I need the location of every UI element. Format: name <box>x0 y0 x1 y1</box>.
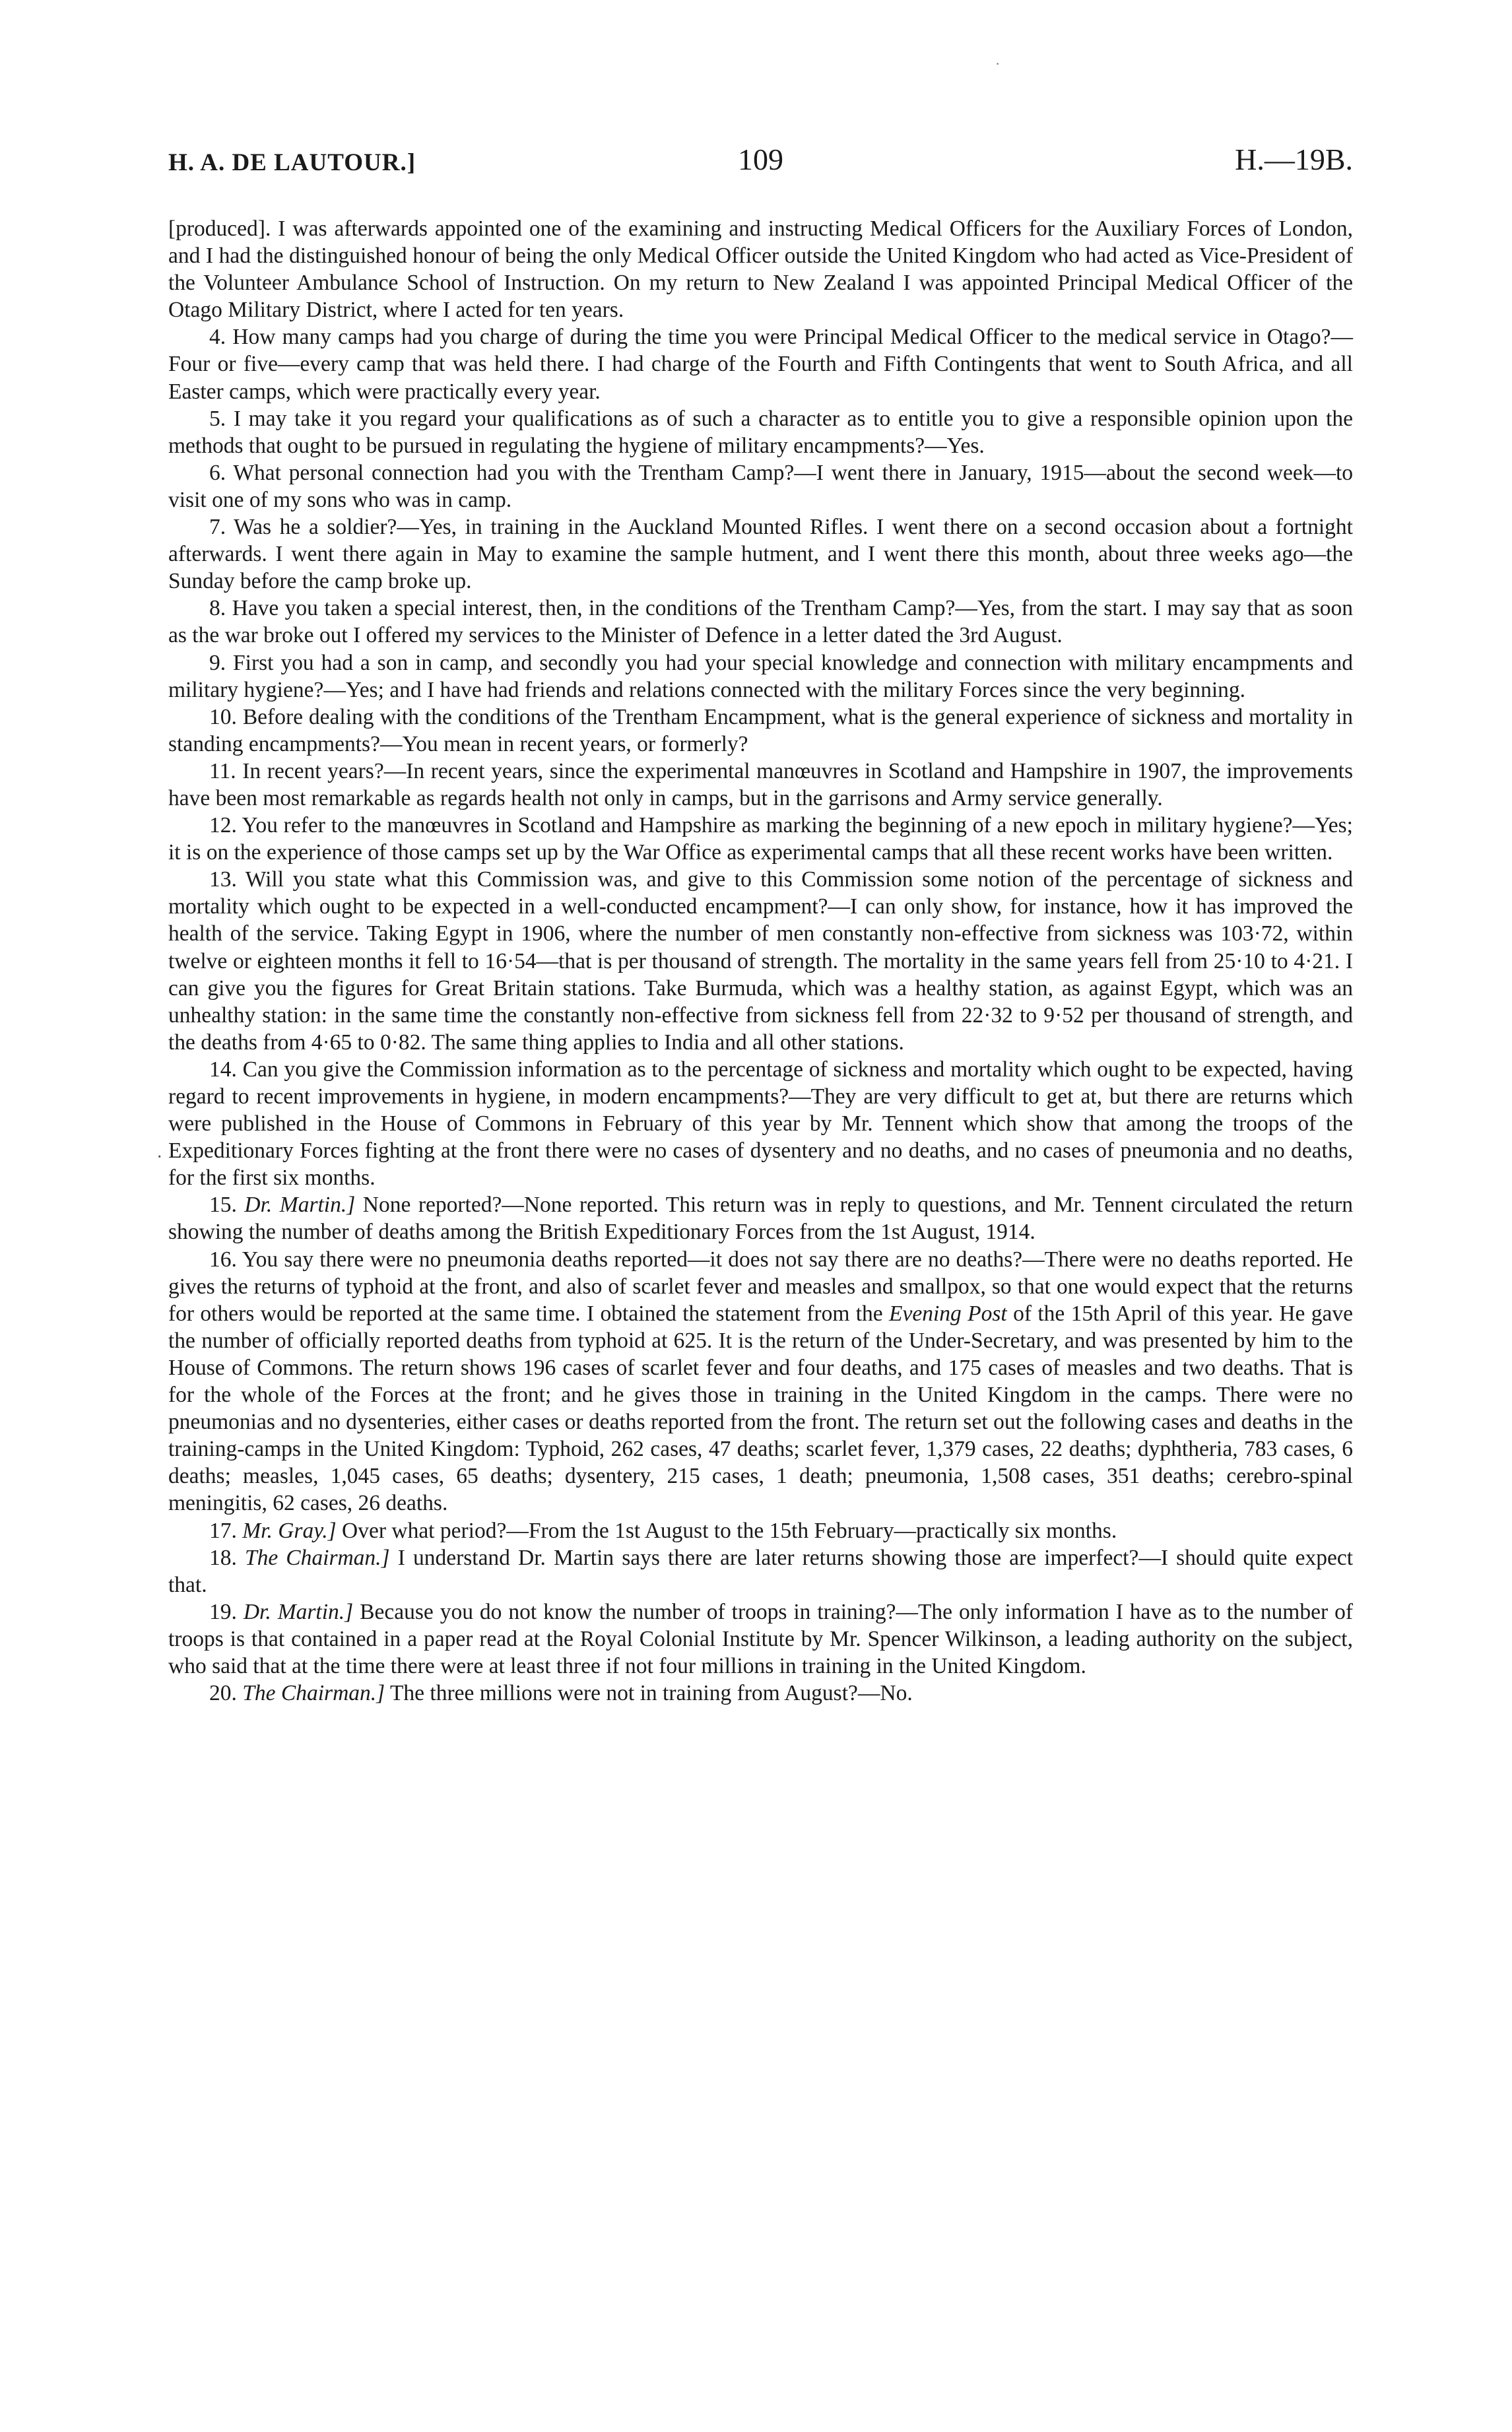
paragraph-q12: 12. You refer to the manœuvres in Scotland and Hampshire as marking the beginning of a new epoch in military hygiene?—Yes; it is on the experience of those camps set up by the War Office as experimental camps that all these recent works have been written. <box>168 813 1353 865</box>
question-number: 18. <box>209 1545 237 1570</box>
speaker-name: Dr. Martin.] <box>243 1599 354 1624</box>
paragraph-text: Over what period?—From the 1st August to the 15th February—practically six months. <box>342 1518 1117 1543</box>
paragraph-q10: 10. Before dealing with the conditions of the Trentham Encampment, what is the general experience of sickness and mortality in standing encampments?—You mean in recent years, or formerly? <box>168 704 1353 756</box>
paragraph-q7: 7. Was he a soldier?—Yes, in training in the Auckland Mounted Rifles. I went there on a second occasion about a fortnight afterwards. I went there again in May to examine the sample hutment, and I went there this month, about three weeks ago—the Sunday before the camp broke up. <box>168 515 1353 594</box>
question-number: 17. <box>209 1518 237 1543</box>
paragraph-q18 <box>168 1544 1353 1598</box>
paragraph-q5: 5. I may take it you regard your qualifications as of such a character as to entitle you to give a responsible opinion upon the methods that ought to be pursued in regulating the hygiene of military encampments?—Yes. <box>168 406 1353 458</box>
paragraph-continuation: [produced]. I was afterwards appointed one of the examining and instructing Medical Officers for the Auxiliary Forces of London, and I had the distinguished honour of being the only Medical Officer outside the United Kingdom who had acted as Vice-President of the Volunteer Ambulance School of Instruction. On my return to New Zealand I was appointed Principal Medical Officer of the Otago Military District, where I acted for ten years. <box>168 216 1353 323</box>
paragraph-text: of the 15th April of this year. He gave the number of officially reported deaths from typhoid at 625. It is the return of the Under-Secretary, and was presented by him to the House of Commons. The return shows 196 cases of scarlet fever and four deaths, and 175 cases of measles and two deaths. That is for the whole of the Forces at the front; and he gives those in training in the United Kingdom in the camps. There were no pneumonias and no dysenteries, either cases or deaths reported from the front. The return set out the following cases and deaths in the training-camps in the United Kingdom: Typhoid, 262 cases, 47 deaths; scarlet fever, 1,379 cases, 22 deaths; dyphtheria, 783 cases, 6 deaths; measles, 1,045 cases, 65 deaths; dysentery, 215 cases, 1 death; pneumonia, 1,508 cases, 351 deaths; cerebro-spinal meningitis, 62 cases, 26 deaths. <box>168 1301 1354 1516</box>
question-number: 19. <box>209 1599 237 1624</box>
scan-mark: · <box>995 55 1001 72</box>
speaker-name: Dr. Martin.] <box>244 1193 356 1218</box>
paragraph-q16 <box>168 1246 1353 1517</box>
newspaper-title: Evening Post <box>889 1301 1007 1326</box>
paragraph-q4: 4. How many camps had you charge of during the time you were Principal Medical Officer to the medical service in Otago?—Four or five—every camp that was held there. I had charge of the Fourth and Fifth Contingents that went to South Africa, and all Easter camps, which were practically every year. <box>168 325 1353 404</box>
paragraph-text: I understand Dr. Martin says there are later returns showing those are imperfect?—I should quite expect that. <box>168 1545 1354 1597</box>
paragraph-q6: 6. What personal connection had you with the Trentham Camp?—I went there in January, 1915—about the second week—to visit one of my sons who was in camp. <box>168 460 1353 512</box>
paragraph-q14: 14. Can you give the Commission information as to the percentage of sickness and mortality which ought to be expected, having regard to recent improvements in hygiene, in modern encampments?—They are very difficult to get at, but there are returns which were published in the House of Commons in February of this year by Mr. Tennent which show that among the troops of the Expeditionary Forces fighting at the front there were no cases of dysentery and no deaths, and no cases of pneumonia and no deaths, for the first six months. <box>168 1057 1353 1191</box>
paragraph-text: 16. You say there were no pneumonia deaths reported—it does not say there are no deaths?—There were no deaths reported. He gives the returns of typhoid at the front, and also of scarlet fever and measles and smallpox, so that one would expect that the returns for others would be reported at the same time. I obtained the statement from the <box>168 1247 1353 1326</box>
margin-mark: · <box>156 1147 163 1167</box>
paragraph-q9: 9. First you had a son in camp, and secondly you had your special knowledge and connection with military encampments and military hygiene?—Yes; and I have had friends and relations connected with the military Forces since the very beginning. <box>168 650 1353 702</box>
header-witness-name: H. A. DE LAUTOUR.] <box>168 149 416 176</box>
speaker-name: Mr. Gray.] <box>242 1518 337 1543</box>
evidence-body <box>168 215 1353 1707</box>
paragraph-q11: 11. In recent years?—In recent years, since the experimental manœuvres in Scotland and Hampshire in 1907, the improvements have been most remarkable as regards health not only in camps, but in the garrisons and Army service generally. <box>168 758 1353 810</box>
question-number: 20. <box>209 1681 237 1706</box>
paragraph-q20 <box>168 1680 1353 1707</box>
page-number: 109 <box>738 143 783 176</box>
document-reference: H.—19B. <box>1235 143 1353 176</box>
paragraph-q17 <box>168 1517 1353 1544</box>
paragraph-q19 <box>168 1598 1353 1680</box>
question-number: 15. <box>209 1193 237 1218</box>
speaker-name: The Chairman.] <box>242 1681 385 1706</box>
paragraph-text: Because you do not know the number of troops in training?—The only information I have as to the number of troops is that contained in a paper read at the Royal Colonial Institute by Mr. Spencer Wilkinson, a leading authority on the subject, who said that at the time there were at least three if not four millions in training in the United Kingdom. <box>168 1599 1353 1678</box>
paragraph-q13: 13. Will you state what this Commission was, and give to this Commission some notion of the percentage of sickness and mortality which ought to be expected in a well-conducted encampment?—I can only show, for instance, how it has improved the health of the service. Taking Egypt in 1906, where the number of men constantly non-effective from sickness was 103·72, within twelve or eighteen months it fell to 16·54—that is per thousand of strength. The mortality in the same years fell from 25·10 to 4·21. I can give you the figures for Great Britain stations. Take Burmuda, which was a healthy station, as against Egypt, which was an unhealthy station: in the same time the constantly non-effective from sickness fell from 22·32 to 9·52 per thousand of strength, and the deaths from 4·65 to 0·82. The same thing applies to India and all other stations. <box>168 867 1353 1055</box>
running-header <box>168 142 1353 181</box>
paragraph-q8: 8. Have you taken a special interest, then, in the conditions of the Trentham Camp?—Yes, from the start. I may say that as soon as the war broke out I offered my services to the Minister of Defence in a letter dated the 3rd August. <box>168 596 1353 648</box>
paragraph-text: The three millions were not in training from August?—No. <box>389 1681 913 1706</box>
speaker-name: The Chairman.] <box>244 1545 390 1570</box>
paragraph-q15 <box>168 1191 1353 1245</box>
paragraph-text: None reported?—None reported. This return was in reply to questions, and Mr. Tennent circulated the return showing the number of deaths among the British Expeditionary Forces from the 1st August, 1914. <box>168 1193 1354 1245</box>
